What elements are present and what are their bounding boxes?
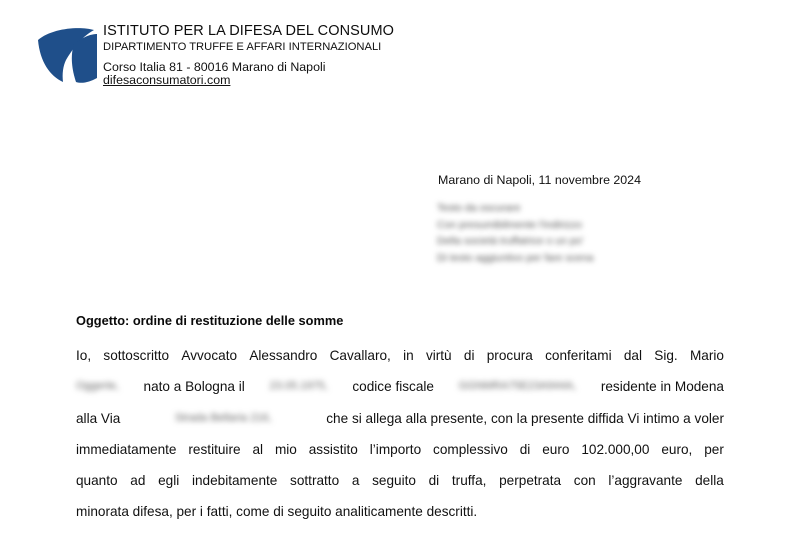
org-address: Corso Italia 81 - 80016 Marano di Napoli xyxy=(103,60,326,74)
letter-date: Marano di Napoli, 11 novembre 2024 xyxy=(438,173,641,187)
body-word: conferitami xyxy=(545,348,612,363)
letter-subject: Oggetto: ordine di restituzione delle somme xyxy=(76,313,344,328)
body-text: nato a Bologna il xyxy=(143,379,245,395)
body-word: seguito xyxy=(372,473,416,489)
body-word: Sig. xyxy=(654,348,678,363)
redacted-street: Strada Bellaria 216, xyxy=(174,411,272,424)
body-word: euro xyxy=(542,441,570,457)
body-word: l’importo xyxy=(369,441,422,457)
body-word: Avvocato xyxy=(181,348,238,363)
body-text: alla Via xyxy=(76,410,121,426)
body-word: truffa, xyxy=(451,473,487,489)
body-word: procura xyxy=(486,348,533,363)
org-department: DIPARTIMENTO TRUFFE E AFFARI INTERNAZIONALI xyxy=(103,41,382,53)
body-word: di xyxy=(428,473,440,489)
org-website-link[interactable]: difesaconsumatori.com xyxy=(103,73,231,87)
body-word: di xyxy=(463,348,475,363)
body-word: Alessandro xyxy=(249,348,318,363)
body-word: di xyxy=(519,441,531,457)
body-line xyxy=(76,403,724,434)
body-word: a xyxy=(351,473,360,489)
body-word: con xyxy=(573,473,596,489)
body-word: l’aggravante xyxy=(608,473,683,489)
body-text: codice fiscale xyxy=(352,379,434,395)
redacted-surname: Oggerte, xyxy=(76,380,119,393)
body-line xyxy=(76,340,724,371)
body-word: sottratto xyxy=(290,473,340,489)
body-text: che si allega alla presente, con la presente diffida Vi intimo a voler xyxy=(326,410,724,426)
body-word: quanto xyxy=(76,473,118,489)
body-line xyxy=(76,496,724,527)
body-word: euro, xyxy=(661,441,693,457)
body-word: sottoscritto xyxy=(103,348,170,363)
body-word: Io, xyxy=(76,348,92,363)
body-text: minorata difesa, per i fatti, come di seguito analiticamente descritti. xyxy=(76,504,478,520)
body-line xyxy=(76,371,724,402)
body-word: Mario xyxy=(689,348,724,363)
body-line xyxy=(76,465,724,496)
body-word: restituire xyxy=(188,441,241,457)
body-word: assistito xyxy=(308,441,358,457)
body-word: in xyxy=(403,348,414,363)
body-word: indebitamente xyxy=(191,473,278,489)
redacted-birth-date: 23.05.1975, xyxy=(269,380,328,393)
body-word: Cavallaro, xyxy=(329,348,391,363)
body-word: mio xyxy=(274,441,297,457)
body-word: dal xyxy=(623,348,642,363)
body-text: residente in Modena xyxy=(600,379,724,395)
body-word: complessivo xyxy=(433,441,508,457)
redacted-tax-code: GGNMRA75E23A944A, xyxy=(458,380,577,393)
body-line xyxy=(76,434,724,465)
recipient-line: Testo da oscurare xyxy=(437,202,521,214)
body-word: della xyxy=(695,473,724,489)
letter-body xyxy=(76,340,724,528)
org-name: ISTITUTO PER LA DIFESA DEL CONSUMO xyxy=(103,23,395,39)
body-word: al xyxy=(252,441,264,457)
recipient-line: Della società truffatrice o un po' xyxy=(437,235,584,247)
body-word: ad xyxy=(130,473,146,489)
recipient-line: Con presumibilmente l'indirizzo xyxy=(437,218,582,231)
recipient-address-redacted xyxy=(437,200,637,266)
body-word: 102.000,00 xyxy=(581,441,650,457)
body-word: perpetrata xyxy=(499,473,562,489)
institute-logo xyxy=(36,26,98,84)
body-word: immediatamente xyxy=(76,441,177,457)
body-word: per xyxy=(704,441,724,457)
body-word: virtù xyxy=(425,348,452,363)
letterhead xyxy=(103,23,394,54)
body-word: egli xyxy=(158,473,180,489)
org-contact xyxy=(103,61,325,87)
recipient-line: Di testo aggiuntivo per fare scena xyxy=(437,251,594,264)
